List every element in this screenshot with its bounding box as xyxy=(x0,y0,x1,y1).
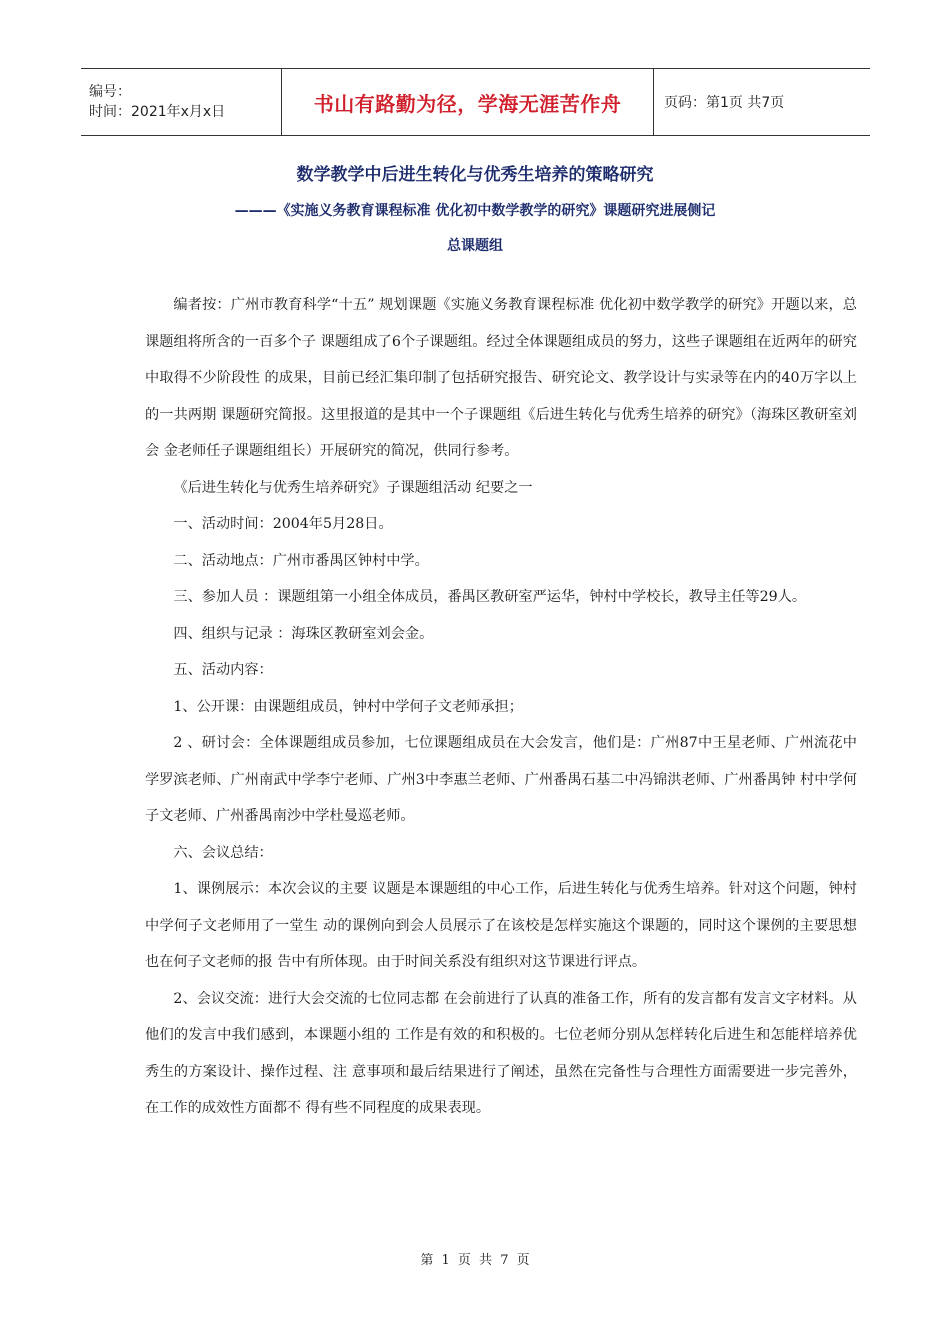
document-subtitle: ———《实施义务教育课程标准 优化初中数学教学的研究》课题研究进展侧记 xyxy=(234,203,716,219)
document-title: 数学教学中后进生转化与优秀生培养的策略研究 xyxy=(296,165,654,185)
document-body xyxy=(145,287,857,1127)
paragraph-activity-time: 一、活动时间：2004年5月28日。 xyxy=(173,516,393,532)
paragraph-organizer: 四、组织与记录 ：海珠区教研室刘会金。 xyxy=(173,625,434,642)
paragraph-activity-title: 《后进生转化与优秀生培养研究》子课题组活动 纪要之一 xyxy=(173,479,533,496)
paragraph-seminar: 2 、研讨会：全体课题组成员参加，七位课题组成员在大会发言，他们是：广州87中王星老师、广州流花中 学罗滨老师、广州南武中学李宁老师、广州3中李惠兰老师、广州番禺石基二中冯锦洪老师、广州番禺钟 村中学何子文老师、广州番禺南沙中学杜曼巡老师。 xyxy=(145,735,857,824)
paragraph-participants: 三、参加人员 ：课题组第一小组全体成员，番禺区教研室严运华，钟村中学校长，教导主任等29人。 xyxy=(173,589,807,605)
paragraph-activity-location: 二、活动地点：广州市番禺区钟村中学。 xyxy=(173,552,429,569)
paragraph-open-class: 1、公开课：由课题组成员，钟村中学何子文老师承担； xyxy=(173,698,523,715)
page-header xyxy=(81,68,870,136)
paragraph-content-heading: 五、活动内容： xyxy=(173,662,273,678)
time-label: 时间：2021年x月x日 xyxy=(89,104,226,120)
paragraph-case-display: 1、课例展示：本次会议的主要 议题是本课题组的中心工作，后进生转化与优秀生培养。针对这个问题，钟村中学何子文老师用了一堂生 动的课例向到会人员展示了在该校是怎样实施这个课题的，同时这个课例的主要思想也在何子文老师的报 告中有所体现。由于时间关系没有组织对这节课进行评点。 xyxy=(145,881,857,970)
document-group: 总课题组 xyxy=(447,238,503,254)
header-motto-cell xyxy=(281,69,654,135)
header-info xyxy=(81,69,281,135)
page-footer: 第 1 页 共 7 页 xyxy=(420,1253,530,1268)
paragraph-editor-note: 编者按：广州市教育科学“十五” 规划课题《实施义务教育课程标准 优化初中数学教学的研究》开题以来，总课题组将所含的一百多个子 课题组成了6个子课题组。经过全体课题组成员的努力，这些子课题组在近两年的研究中取得不少阶段性 的成果，目前已经汇集印制了包括研究报告、研究论文、教学设计与实录等在内的40万字以上的一共两期 课题研究简报。这里报道的是其中一个子课题组《后进生转化与优秀生培养的研究》（海珠区教研室刘会 金老师任子课题组组长）开展研究的简况，供同行参考。 xyxy=(145,297,857,459)
motto: 书山有路勤为径，学海无涯苦作舟 xyxy=(313,91,622,116)
paragraph-exchange: 2、会议交流：进行大会交流的七位同志都 在会前进行了认真的准备工作，所有的发言都有发言文字材料。从他们的发言中我们感到，本课题小组的 工作是有效的和积极的。七位老师分别从怎样转化后进生和怎能样培养优秀生的方案设计、操作过程、注 意事项和最后结果进行了阐述，虽然在完备性与合理性方面需要进一步完善外，在工作的成效性方面都不 得有些不同程度的成果表现。 xyxy=(145,990,857,1116)
page-label: 页码：第1页 共7页 xyxy=(664,95,785,111)
number-label: 编号： xyxy=(89,84,131,100)
header-page-cell xyxy=(654,69,870,135)
paragraph-summary-heading: 六、会议总结： xyxy=(173,844,273,861)
